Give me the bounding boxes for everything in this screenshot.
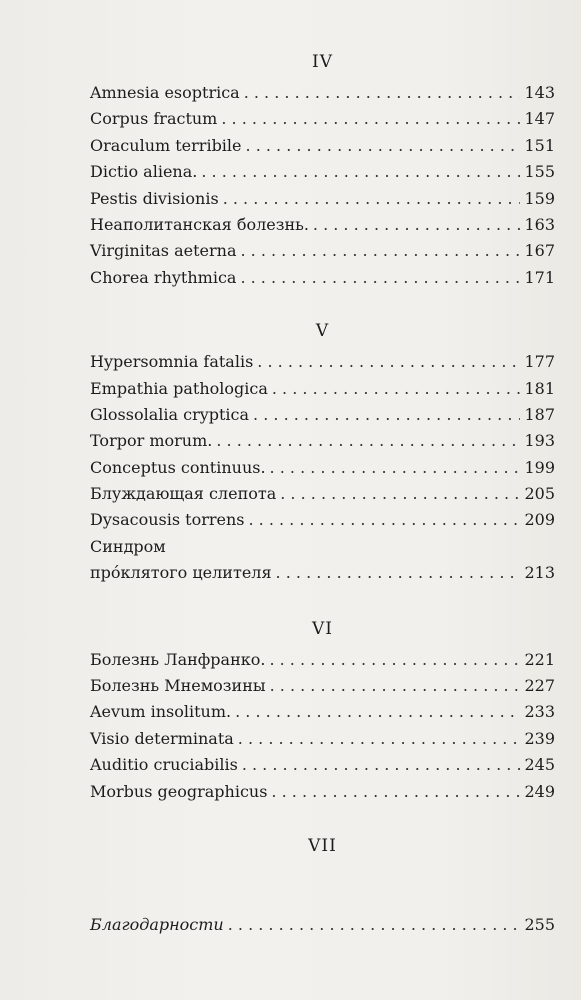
dot-leader bbox=[270, 673, 521, 699]
toc-entry bbox=[90, 428, 555, 454]
entry-page-number: 147 bbox=[524, 109, 555, 129]
dot-leader bbox=[257, 349, 520, 375]
entry-title: Amnesia esoptrica bbox=[90, 82, 240, 102]
dot-leader bbox=[313, 212, 521, 238]
toc-entry bbox=[90, 726, 555, 752]
toc-entry bbox=[90, 376, 555, 402]
entry-page-number: 227 bbox=[524, 676, 555, 696]
entry-page-number: 177 bbox=[524, 352, 555, 372]
dot-leader bbox=[240, 265, 520, 291]
entry-title: Corpus fractum bbox=[90, 109, 218, 129]
entry-page-number: 155 bbox=[524, 162, 555, 182]
toc-section-v bbox=[90, 319, 555, 587]
toc-entry bbox=[90, 159, 555, 185]
dot-leader bbox=[269, 647, 520, 673]
entry-title: Glossolalia cryptica bbox=[90, 404, 250, 424]
dot-leader bbox=[248, 507, 520, 533]
toc-entry bbox=[90, 699, 555, 725]
entry-title: Hypersomnia fatalis bbox=[90, 352, 254, 372]
toc-entry bbox=[90, 133, 555, 159]
dot-leader bbox=[216, 428, 520, 454]
entry-page-number: 187 bbox=[524, 404, 555, 424]
entry-page-number: 181 bbox=[524, 378, 555, 398]
entry-title: Empathia pathologica bbox=[90, 378, 268, 398]
toc-entry bbox=[90, 481, 555, 507]
dot-leader bbox=[242, 752, 521, 778]
dot-leader bbox=[244, 80, 521, 106]
table-of-contents bbox=[90, 50, 555, 938]
entry-page-number: 171 bbox=[524, 267, 555, 287]
entry-page-number: 209 bbox=[524, 510, 555, 530]
entry-page-number: 163 bbox=[524, 214, 555, 234]
dot-leader bbox=[253, 402, 520, 428]
dot-leader bbox=[240, 238, 520, 264]
toc-entry bbox=[90, 106, 555, 132]
dot-leader bbox=[201, 159, 520, 185]
toc-entry bbox=[90, 80, 555, 106]
toc-entry bbox=[90, 647, 555, 673]
toc-section-iv bbox=[90, 50, 555, 291]
entry-title: Болезнь Мнемозины bbox=[90, 676, 266, 696]
toc-entry bbox=[90, 238, 555, 264]
dot-leader bbox=[228, 912, 521, 938]
dot-leader bbox=[270, 455, 521, 481]
dot-leader bbox=[221, 106, 520, 132]
entry-page-number: 205 bbox=[524, 484, 555, 504]
entry-title: Болезнь Ланфранко. bbox=[90, 649, 266, 669]
dot-leader bbox=[276, 560, 521, 586]
entry-title: Aevum insolitum. bbox=[90, 702, 232, 722]
toc-entry bbox=[90, 265, 555, 291]
toc-entry bbox=[90, 673, 555, 699]
section-title: VI bbox=[312, 618, 333, 639]
section-title: VII bbox=[308, 836, 337, 856]
toc-section-vi bbox=[90, 617, 555, 805]
toc-entry bbox=[90, 402, 555, 428]
toc-entry bbox=[90, 212, 555, 238]
toc-section-vii bbox=[90, 834, 555, 859]
toc-entry bbox=[90, 507, 555, 533]
entry-title: Virginitas aeterna bbox=[90, 241, 237, 261]
dot-leader bbox=[271, 779, 520, 805]
dot-leader bbox=[272, 376, 521, 402]
entry-page-number: 249 bbox=[524, 781, 555, 801]
entry-title: Dictio aliena. bbox=[90, 162, 198, 182]
entry-page-number: 151 bbox=[524, 135, 555, 155]
entry-title: Oraculum terribile bbox=[90, 135, 242, 155]
dot-leader bbox=[223, 186, 521, 212]
entry-page-number: 193 bbox=[524, 431, 555, 451]
entry-title: Pestis divisionis bbox=[90, 188, 219, 208]
entry-title: Неаполитанская болезнь. bbox=[90, 214, 309, 234]
toc-entry bbox=[90, 455, 555, 481]
entry-page-number: 239 bbox=[524, 728, 555, 748]
section-title: IV bbox=[312, 52, 333, 72]
toc-entry bbox=[90, 779, 555, 805]
entry-title: Dysacousis torrens bbox=[90, 510, 245, 530]
dot-leader bbox=[238, 726, 521, 752]
entry-title: Morbus geographicus bbox=[90, 781, 268, 801]
dot-leader bbox=[246, 133, 521, 159]
entry-page-number: 199 bbox=[524, 457, 555, 477]
entry-title: Chorea rhythmica bbox=[90, 267, 237, 287]
toc-entry bbox=[90, 349, 555, 375]
toc-entry bbox=[90, 534, 555, 587]
entry-title: Auditio cruciabilis bbox=[90, 755, 238, 775]
entry-page-number: 143 bbox=[524, 82, 555, 102]
toc-entry-acknowledgements bbox=[90, 912, 555, 938]
entry-page-number: 221 bbox=[524, 649, 555, 669]
section-title: V bbox=[315, 321, 330, 342]
entry-page-number: 159 bbox=[524, 188, 555, 208]
dot-leader bbox=[235, 699, 520, 725]
entry-page-number: 233 bbox=[524, 702, 555, 722]
entry-title: Блуждающая слепота bbox=[90, 484, 277, 504]
entry-page-number: 255 bbox=[524, 914, 555, 934]
entry-title: Благодарности bbox=[90, 914, 224, 934]
entry-page-number: 167 bbox=[524, 241, 555, 261]
entry-title: Visio determinata bbox=[90, 728, 234, 748]
toc-entry bbox=[90, 752, 555, 778]
entry-page-number: 245 bbox=[524, 755, 555, 775]
dot-leader bbox=[280, 481, 520, 507]
entry-page-number: 213 bbox=[524, 563, 555, 583]
entry-title: Синдром про́клятого целителя bbox=[90, 536, 272, 583]
entry-title: Torpor morum. bbox=[90, 431, 213, 451]
entry-title: Conceptus continuus. bbox=[90, 457, 266, 477]
toc-entry bbox=[90, 186, 555, 212]
